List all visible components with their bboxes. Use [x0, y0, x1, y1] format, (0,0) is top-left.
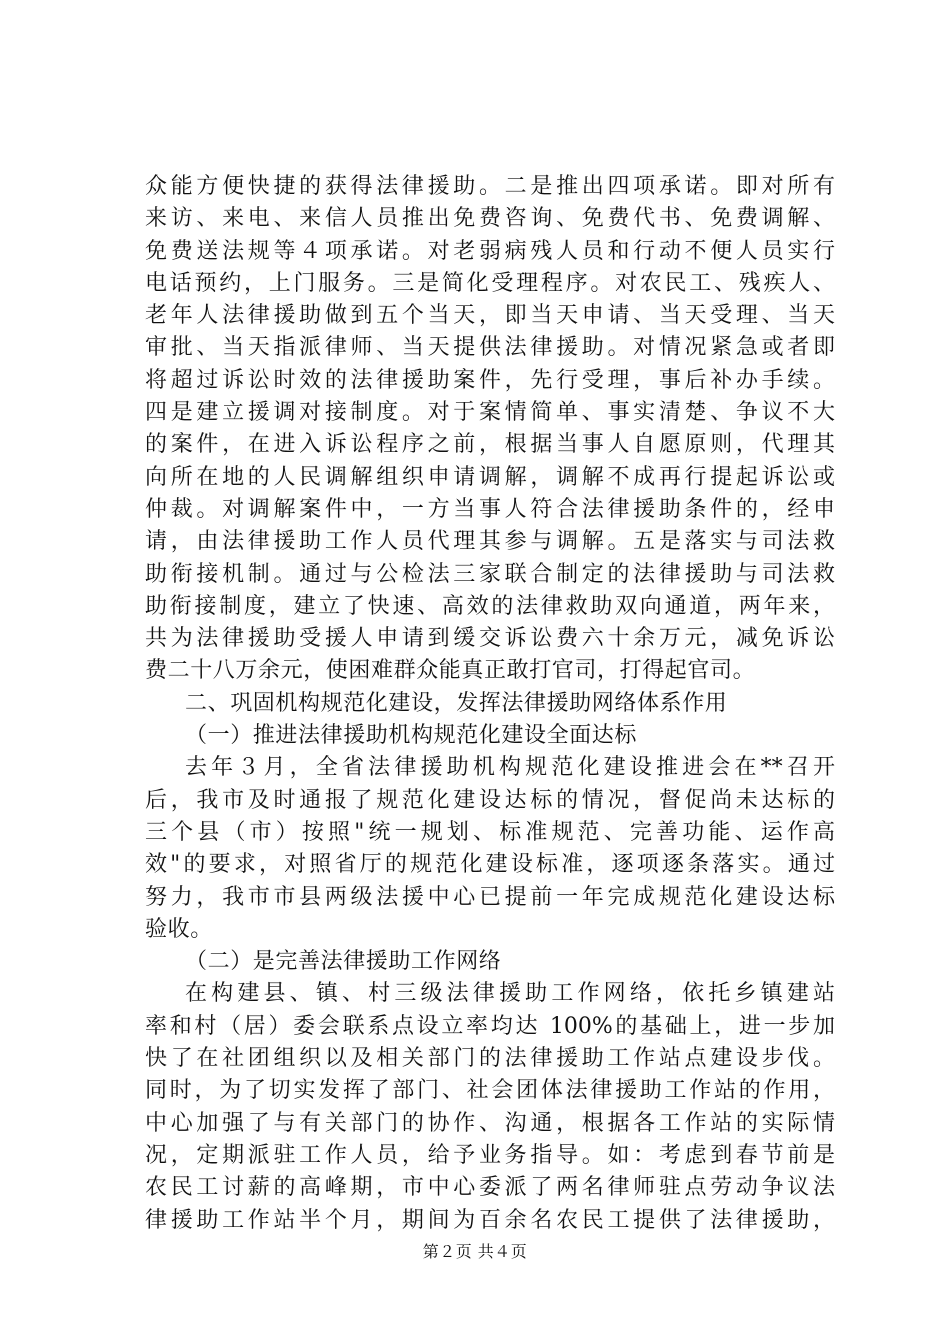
text-line: 同时，为了切实发挥了部门、社会团体法律援助工作站的作用，	[145, 1078, 835, 1104]
text-line: 三个县（市）按照"统一规划、标准规范、完善功能、运作高	[145, 819, 835, 845]
subsection-heading: （二）是完善法律援助工作网络	[185, 949, 502, 975]
text-line: 验收。	[145, 916, 213, 942]
text-line: 将超过诉讼时效的法律援助案件，先行受理，事后补办手续。	[145, 367, 835, 393]
subsection-heading: （一）推进法律援助机构规范化建设全面达标	[185, 723, 638, 749]
text-line: 来访、来电、来信人员推出免费咨询、免费代书、免费调解、	[145, 206, 835, 232]
page-number-footer: 第２页 共４页	[422, 1242, 528, 1261]
text-line: 老年人法律援助做到五个当天，即当天申请、当天受理、当天	[145, 303, 835, 329]
text-line: 努力，我市市县两级法援中心已提前一年完成规范化建设达标	[145, 884, 835, 910]
text-line: 农民工讨薪的高峰期，市中心委派了两名律师驻点劳动争议法	[145, 1175, 835, 1201]
text-line: 效"的要求，对照省厅的规范化建设标准，逐项逐条落实。通过	[145, 852, 835, 878]
text-line: 四是建立援调对接制度。对于案情简单、事实清楚、争议不大	[145, 400, 835, 426]
text-line: 中心加强了与有关部门的协作、沟通，根据各工作站的实际情	[145, 1110, 835, 1136]
text-line: 审批、当天指派律师、当天提供法律援助。对情况紧急或者即	[145, 335, 835, 361]
text-line: 电话预约，上门服务。三是简化受理程序。对农民工、残疾人、	[145, 270, 835, 296]
text-line: 向所在地的人民调解组织申请调解，调解不成再行提起诉讼或	[145, 464, 835, 490]
text-line: 众能方便快捷的获得法律援助。二是推出四项承诺。即对所有	[145, 174, 835, 199]
text-line: 助衔接制度，建立了快速、高效的法律救助双向通道，两年来，	[145, 593, 835, 619]
text-line: 律援助工作站半个月，期间为百余名农民工提供了法律援助，	[145, 1207, 835, 1233]
section-heading: 二、巩固机构规范化建设，发挥法律援助网络体系作用	[185, 690, 728, 716]
text-line: 快了在社团组织以及相关部门的法律援助工作站点建设步伐。	[145, 1046, 835, 1072]
text-line: 率和村（居）委会联系点设立率均达 100%的基础上，进一步加	[145, 1013, 835, 1039]
text-line: 共为法律援助受援人申请到缓交诉讼费六十余万元，减免诉讼	[145, 626, 835, 652]
text-line: 费二十八万余元，使困难群众能真正敢打官司，打得起官司。	[145, 658, 756, 684]
text-line: 仲裁。对调解案件中，一方当事人符合法律援助条件的，经申	[145, 496, 835, 522]
text-line: 的案件，在进入诉讼程序之前，根据当事人自愿原则，代理其	[145, 432, 835, 458]
text-line: 助衔接机制。通过与公检法三家联合制定的法律援助与司法救	[145, 561, 835, 587]
text-line: 后，我市及时通报了规范化建设达标的情况，督促尚未达标的	[145, 787, 835, 813]
document-body	[145, 171, 835, 1237]
text-line: 况，定期派驻工作人员，给予业务指导。如：考虑到春节前是	[145, 1142, 835, 1168]
text-line: 免费送法规等４项承诺。对老弱病残人员和行动不便人员实行	[145, 238, 835, 264]
text-line: 去年３月，全省法律援助机构规范化建设推进会在**召开	[185, 755, 835, 781]
text-line: 请，由法律援助工作人员代理其参与调解。五是落实与司法救	[145, 529, 835, 555]
text-line: 在构建县、镇、村三级法律援助工作网络，依托乡镇建站	[185, 981, 835, 1007]
